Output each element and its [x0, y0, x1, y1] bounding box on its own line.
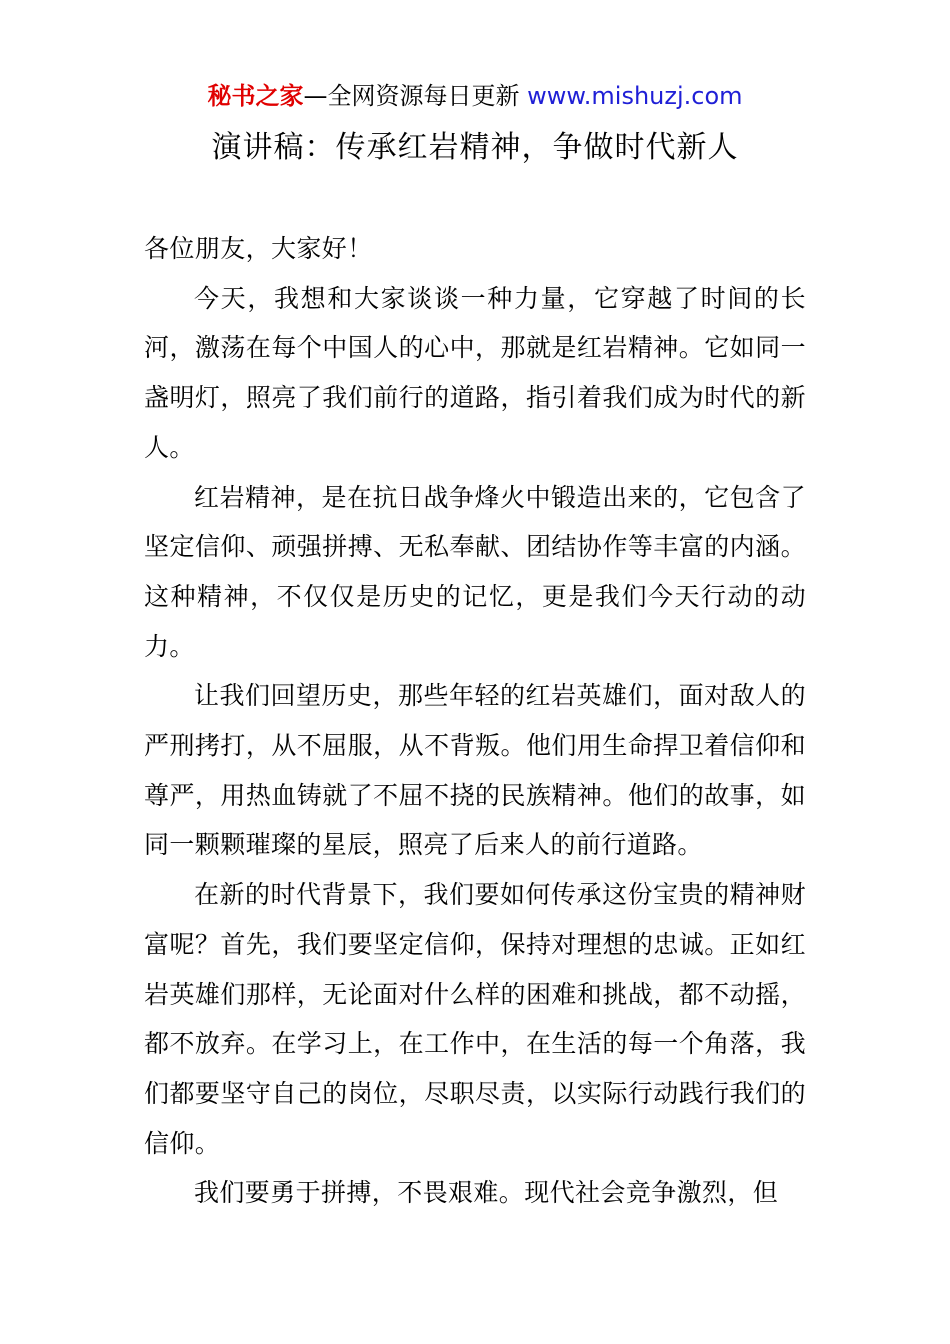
greeting: 各位朋友，大家好！ [144, 234, 373, 263]
document-title: 演讲稿：传承红岩精神，争做时代新人 [211, 130, 739, 165]
paragraph-2: 红岩精神，是在抗日战争烽火中锻造出来的，它包含了坚定信仰、顽强拼搏、无私奉献、团结协作等丰富的内涵。这种精神，不仅仅是历史的记忆，更是我们今天行动的动力。 [144, 482, 806, 661]
paragraph-3: 让我们回望历史，那些年轻的红岩英雄们，面对敌人的严刑拷打，从不屈服，从不背叛。他们用生命捍卫着信仰和尊严，用热血铸就了不屈不挠的民族精神。他们的故事，如同一颗颗璀璨的星辰，照亮了后来人的前行道路。 [144, 681, 806, 860]
header-tagline: —全网资源每日更新 [303, 82, 520, 110]
paragraph-1: 今天，我想和大家谈谈一种力量，它穿越了时间的长河，激荡在每个中国人的心中，那就是红岩精神。它如同一盏明灯，照亮了我们前行的道路，指引着我们成为时代的新人。 [144, 283, 806, 462]
brand-name: 秘书之家 [207, 82, 304, 110]
site-url-link[interactable]: www.mishuzj.com [527, 82, 743, 110]
paragraph-5: 我们要勇于拼搏，不畏艰难。现代社会竞争激烈，但 [194, 1178, 779, 1208]
document-body [144, 224, 806, 1218]
paragraph-4: 在新的时代背景下，我们要如何传承这份宝贵的精神财富呢？首先，我们要坚定信仰，保持对理想的忠诚。正如红岩英雄们那样，无论面对什么样的困难和挑战，都不动摇，都不放弃。在学习上，在工作中，在生活的每一个角落，我们都要坚守自己的岗位，尽职尽责，以实际行动践行我们的信仰。 [144, 880, 806, 1158]
site-header [0, 80, 950, 112]
